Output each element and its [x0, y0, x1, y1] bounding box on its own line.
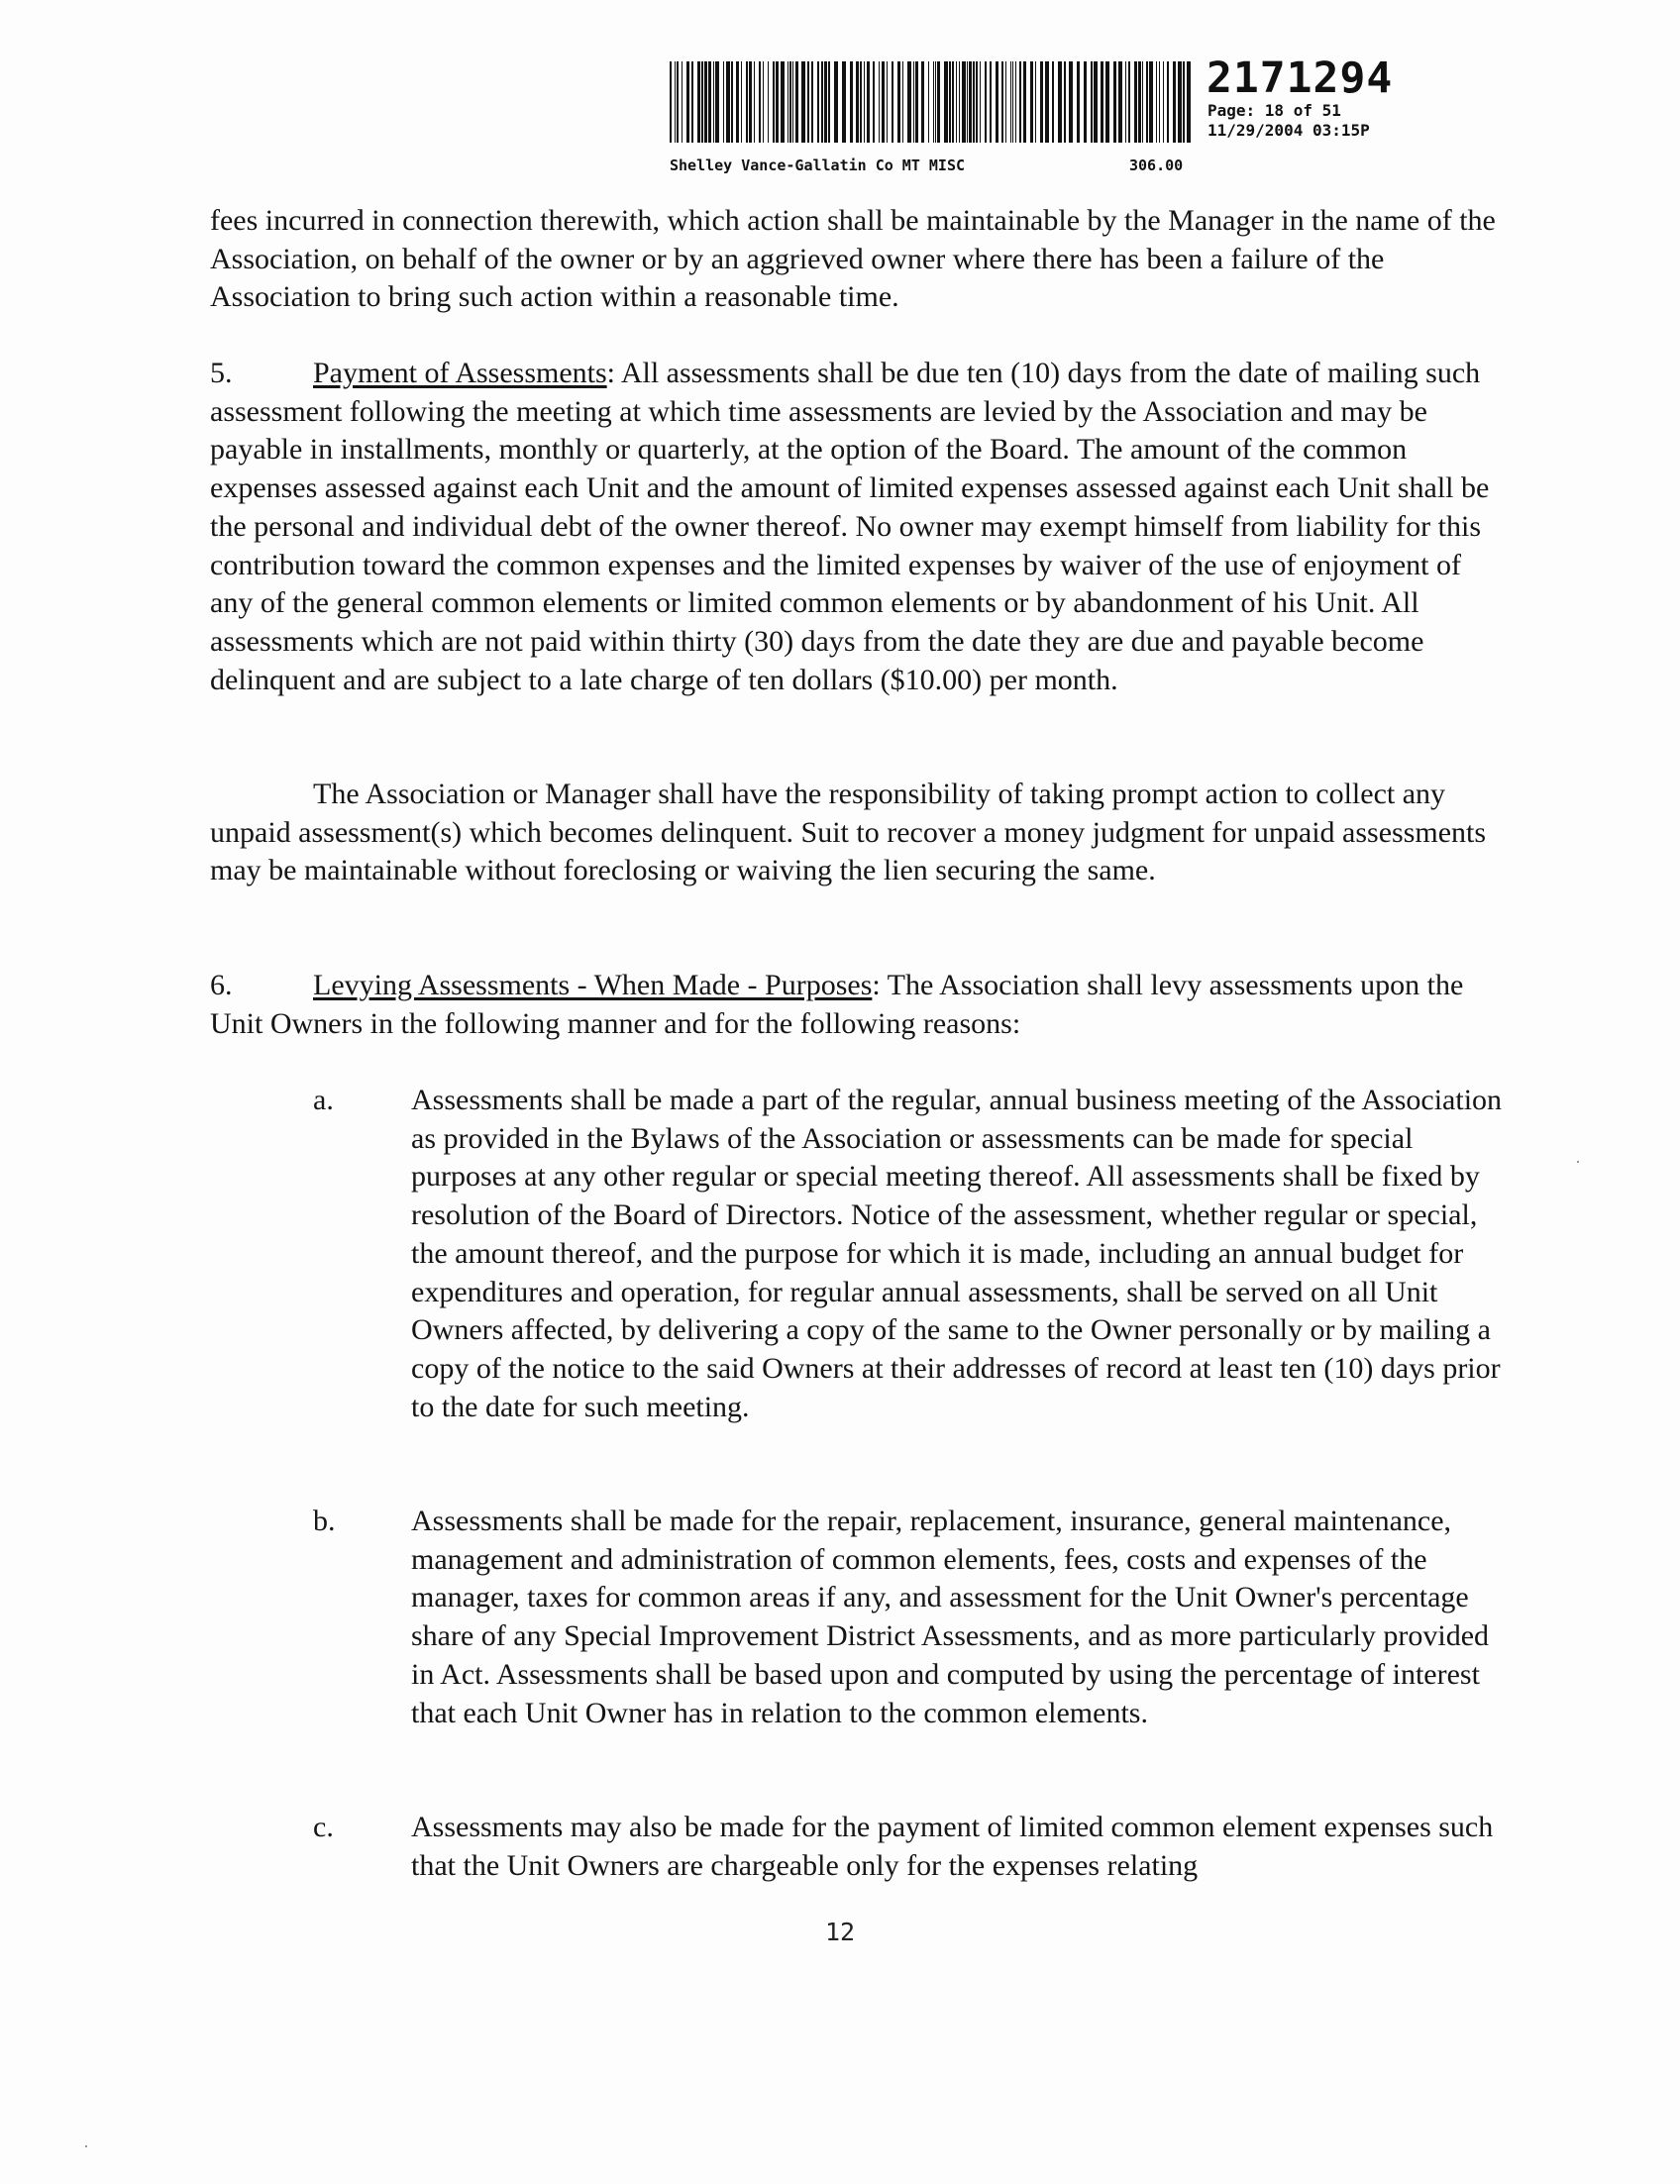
recording-date-time: 11/29/2004 03:15P — [1208, 121, 1370, 140]
barcode-bar — [842, 61, 846, 143]
barcode-bar — [980, 61, 981, 143]
barcode-bar — [708, 61, 711, 143]
scan-speck — [1577, 1161, 1579, 1163]
list-item-letter: b. — [313, 1505, 336, 1537]
barcode-bar — [736, 61, 739, 143]
barcode-bar — [913, 61, 914, 143]
barcode-bar — [956, 61, 957, 143]
barcode-bar — [686, 61, 689, 143]
barcode-bar — [985, 61, 987, 143]
barcode-bar — [1012, 61, 1013, 143]
barcode-bar — [697, 61, 700, 143]
section-5-heading: Payment of Assessments — [313, 357, 607, 389]
barcode-bar — [749, 61, 752, 143]
barcode-bar — [1183, 61, 1185, 143]
barcode-bar — [976, 61, 978, 143]
barcode-bar — [990, 61, 992, 143]
page-count: Page: 18 of 51 — [1208, 101, 1341, 120]
list-item-text: Assessments shall be made a part of the regular, annual business meeting of the Association as provided in the Bylaws of the Association or assessments can be made for special purposes at any other regular or special meeting thereof. All assessments shall be fixed by resolution of the Board of Directors. Notice of the assessment, whether regular or special, the amount thereof, and the purpose for which it is made, including an annual budget for expenditures and operation, for regular annual assessments, shall be served on all Unit Owners affected, by delivering a copy of the same to the Owner personally or by mailing a copy of the notice to the said Owners at their addresses of record at least ten (10) days prior to the date for such meeting. — [411, 1084, 1503, 1423]
barcode-bar — [1005, 61, 1006, 143]
barcode-bar — [973, 61, 975, 143]
barcode-bar — [1105, 61, 1109, 143]
barcode-bar — [1125, 61, 1126, 143]
barcode-bar — [864, 61, 865, 143]
barcode-bar — [1113, 61, 1116, 143]
barcode-bar — [789, 61, 791, 143]
recorder-name: Shelley Vance-Gallatin Co MT MISC — [670, 156, 966, 174]
barcode-bar — [1040, 61, 1043, 143]
section-5-body: : All assessments shall be due ten (10) days from the date of mailing such assessment following the meeting at which time assessments are levied by the Association and may be payable in installments, monthly or quarterly, at the option of the Board. The amount of the common expenses assessed against each Unit and the amount of limited expenses assessed against each Unit shall be the personal and individual debt of the owner thereof. No owner may exempt himself from liability for this contribution toward the common expenses and the limited expenses by waiver of the use of enjoyment of any of the general common elements or limited common elements or by abandonment of his Unit. All assessments which are not paid within thirty (30) days from the date they are due and payable become delinquent and are subject to a late charge of ten dollars ($10.00) per month. — [210, 357, 1490, 696]
barcode-bar — [1084, 61, 1087, 143]
barcode-bar — [1035, 61, 1036, 143]
barcode-bar — [1094, 61, 1098, 143]
barcode-bar — [952, 61, 954, 143]
barcode-bar — [781, 61, 785, 143]
page-number: 12 — [824, 1918, 856, 1946]
barcode — [670, 61, 1191, 143]
barcode-bar — [776, 61, 779, 143]
barcode-bar — [1019, 61, 1021, 143]
section-6-heading: Levying Assessments - When Made - Purposes — [313, 969, 873, 1001]
barcode-bar — [713, 61, 714, 143]
barcode-bar — [921, 61, 924, 143]
barcode-bar — [856, 61, 859, 143]
barcode-bar — [873, 61, 875, 143]
barcode-bar — [741, 61, 742, 143]
barcode-bar — [1159, 61, 1160, 143]
barcode-bar — [759, 61, 761, 143]
barcode-bar — [1064, 61, 1066, 143]
barcode-bar — [996, 61, 998, 143]
document-number: 2171294 — [1207, 53, 1394, 103]
list-item-text: Assessments may also be made for the payment of limited common element expenses such that the Unit Owners are chargeable only for the expenses relating — [411, 1811, 1494, 1882]
barcode-bar — [723, 61, 724, 143]
recording-stamp — [670, 53, 1403, 178]
barcode-bar — [1030, 61, 1033, 143]
barcode-bar — [1173, 61, 1176, 143]
barcode-bar — [768, 61, 769, 143]
barcode-bar — [915, 61, 918, 143]
continuation-paragraph: fees incurred in connection therewith, which action shall be maintainable by the Manager in the name of the Association, on behalf of the owner or by an aggrieved owner where there has been a failure of the Association to bring such action within a reasonable time. — [210, 204, 1496, 314]
scan-speck — [85, 2145, 87, 2147]
barcode-bar — [677, 61, 679, 143]
barcode-bar — [1128, 61, 1130, 143]
barcode-bar — [1142, 61, 1143, 143]
barcode-bar — [967, 61, 968, 143]
list-item-letter: c. — [313, 1811, 334, 1843]
barcode-bar — [801, 61, 805, 143]
barcode-bar — [726, 61, 730, 143]
barcode-bar — [897, 61, 900, 143]
barcode-bar — [1138, 61, 1141, 143]
barcode-bar — [892, 61, 893, 143]
barcode-bar — [821, 61, 823, 143]
barcode-bar — [1015, 61, 1016, 143]
barcode-bar — [902, 61, 903, 143]
barcode-bar — [959, 61, 960, 143]
barcode-bar — [1045, 61, 1049, 143]
barcode-bar — [962, 61, 966, 143]
barcode-bar — [1187, 61, 1191, 143]
barcode-bar — [807, 61, 809, 143]
barcode-bar — [944, 61, 948, 143]
barcode-bar — [1052, 61, 1054, 143]
barcode-bar — [1149, 61, 1153, 143]
barcode-bar — [746, 61, 748, 143]
barcode-bar — [1101, 61, 1103, 143]
barcode-bar — [701, 61, 703, 143]
barcode-bar — [1146, 61, 1148, 143]
barcode-bar — [882, 61, 885, 143]
barcode-bar — [1010, 61, 1011, 143]
section-6-body: : The Association shall levy assessments upon the Unit Owners in the following manner and for the following reasons: — [210, 969, 1464, 1040]
barcode-bar — [1091, 61, 1093, 143]
barcode-bar — [675, 61, 676, 143]
barcode-bar — [1178, 61, 1182, 143]
barcode-bar — [1023, 61, 1026, 143]
barcode-bar — [949, 61, 951, 143]
barcode-bar — [817, 61, 819, 143]
barcode-bar — [969, 61, 972, 143]
barcode-bar — [773, 61, 775, 143]
barcode-bar — [1156, 61, 1157, 143]
barcode-bar — [933, 61, 934, 143]
barcode-bar — [828, 61, 830, 143]
barcode-bar — [792, 61, 793, 143]
barcode-bar — [795, 61, 798, 143]
section-6-number: 6. — [210, 969, 233, 1001]
barcode-bar — [1077, 61, 1080, 143]
list-item-text: Assessments shall be made for the repair, replacement, insurance, general maintenance, management and administration of common elements, fees, costs and expenses of the manager, taxes for common areas if any, and assessment for the Unit Owner's percentage share of any Special Improvement District Assessments, and as more particularly provided in Act. Assessments shall be based upon and computed by using the percentage of interest that each Unit Owner has in relation to the common elements. — [411, 1505, 1490, 1729]
barcode-bar — [887, 61, 888, 143]
list-item-letter: a. — [313, 1084, 334, 1116]
barcode-bar — [834, 61, 838, 143]
barcode-bar — [731, 61, 733, 143]
barcode-bar — [1118, 61, 1122, 143]
recording-fee: 306.00 — [1129, 156, 1184, 174]
barcode-bar — [1001, 61, 1003, 143]
section-5-paragraph-2: The Association or Manager shall have the responsibility of taking prompt action to collect any unpaid assessment(s) which becomes delinquent. Suit to recover a money judgment for unpaid assessments may be maintainable without foreclosing or waiving the lien securing the same. — [210, 778, 1487, 887]
barcode-bar — [928, 61, 929, 143]
barcode-bar — [704, 61, 707, 143]
section-5-number: 5. — [210, 357, 233, 389]
barcode-bar — [935, 61, 936, 143]
barcode-bar — [670, 61, 672, 143]
barcode-bar — [715, 61, 719, 143]
section-5-paragraph — [210, 355, 1508, 699]
barcode-bar — [1167, 61, 1169, 143]
barcode-bar — [754, 61, 755, 143]
barcode-bar — [1069, 61, 1073, 143]
barcode-bar — [1163, 61, 1164, 143]
barcode-bar — [879, 61, 880, 143]
barcode-bar — [867, 61, 870, 143]
barcode-bar — [691, 61, 693, 143]
barcode-bar — [860, 61, 862, 143]
barcode-bar — [1134, 61, 1137, 143]
barcode-bar — [763, 61, 764, 143]
barcode-bar — [937, 61, 940, 143]
barcode-bar — [1058, 61, 1062, 143]
barcode-bar — [850, 61, 853, 143]
barcode-bar — [824, 61, 827, 143]
barcode-bar — [811, 61, 813, 143]
section-6-paragraph — [210, 967, 1508, 1043]
barcode-bar — [907, 61, 911, 143]
